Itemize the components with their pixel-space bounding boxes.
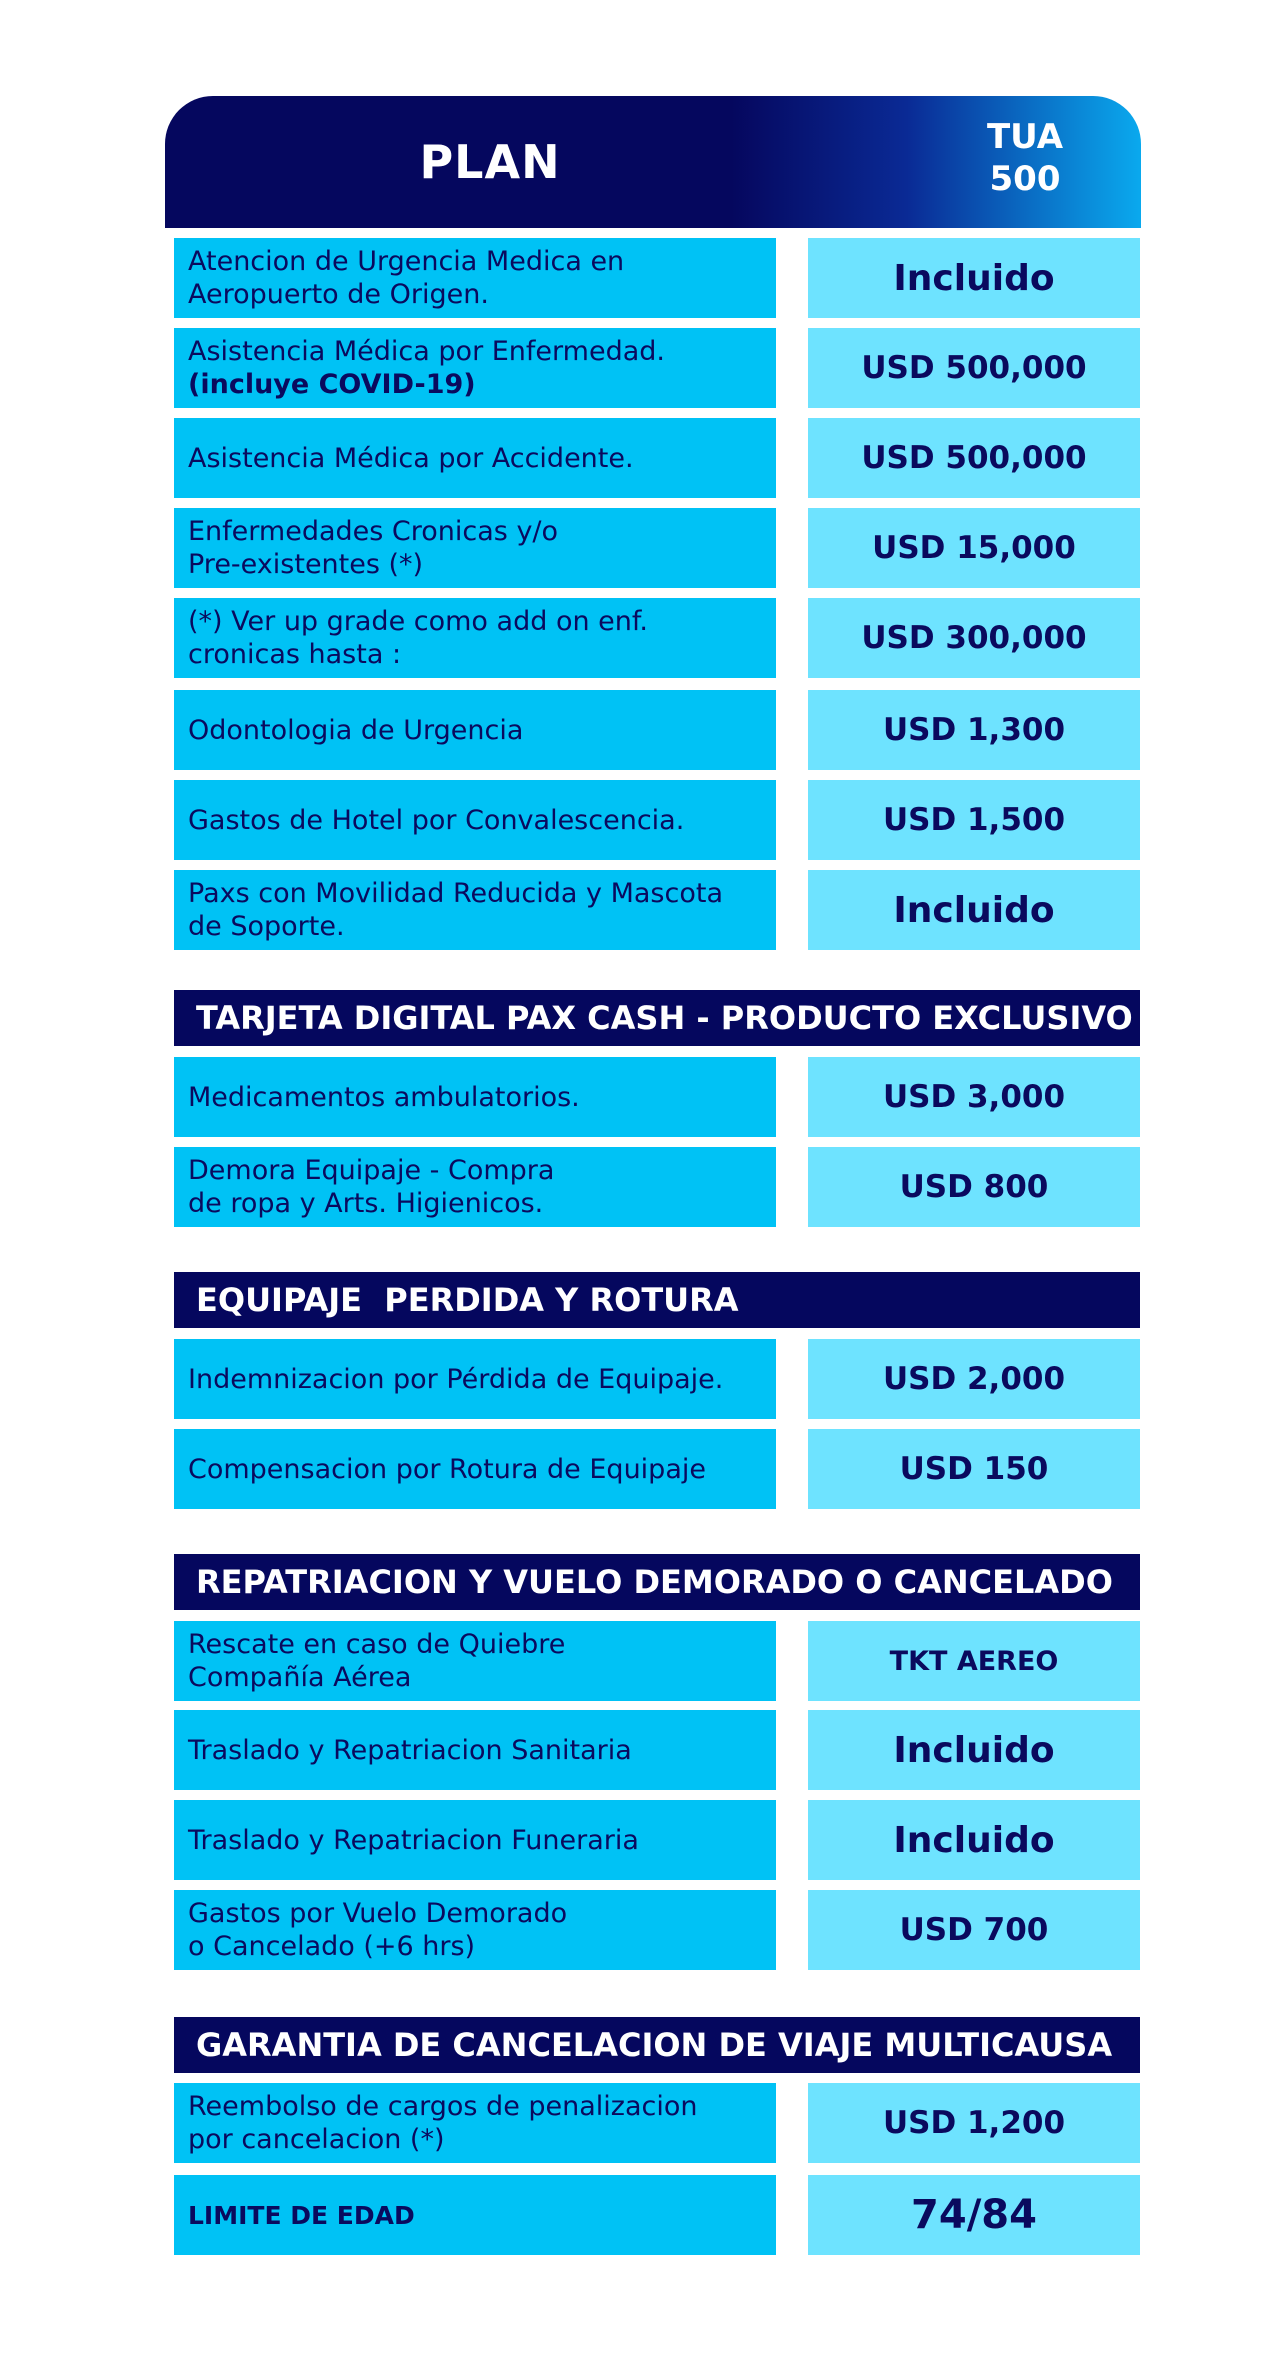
label-line: Traslado y Repatriacion Sanitaria [188,1734,632,1766]
coverage-row [174,2083,1140,2163]
label-line: Traslado y Repatriacion Funeraria [188,1824,639,1856]
coverage-value: USD 800 [808,1147,1140,1227]
coverage-value: USD 500,000 [808,418,1140,498]
label-line: Aeropuerto de Origen. [188,279,489,310]
label-line: Medicamentos ambulatorios. [188,1081,580,1113]
coverage-value: USD 1,200 [808,2083,1140,2163]
label-line: Rescate en caso de Quiebre [188,1629,566,1660]
coverage-label [174,1710,776,1790]
coverage-value: USD 2,000 [808,1339,1140,1419]
coverage-label [174,328,776,408]
coverage-label [174,780,776,860]
coverage-value: USD 15,000 [808,508,1140,588]
coverage-row [174,418,1140,498]
coverage-label [174,870,776,950]
coverage-label [174,598,776,678]
label-line: Pre-existentes (*) [188,549,424,580]
coverage-label [174,1429,776,1509]
label-line: Enfermedades Cronicas y/o [188,516,559,547]
coverage-row [174,1057,1140,1137]
age-limit-row [174,2175,1140,2255]
coverage-label [174,238,776,318]
coverage-label [174,1147,776,1227]
label-line: de ropa y Arts. Higienicos. [188,1188,544,1219]
coverage-label [174,1057,776,1137]
section-header-equipaje: EQUIPAJE PERDIDA Y ROTURA [174,1272,1140,1328]
coverage-row [174,328,1140,408]
label-line: Atencion de Urgencia Medica en [188,246,625,277]
plan-column-line1: TUA [986,117,1064,157]
label-line: Asistencia Médica por Accidente. [188,442,634,474]
label-line: Asistencia Médica por Enfermedad. [188,336,665,367]
plan-column-line2: 500 [989,159,1061,199]
plan-heading: PLAN [419,135,561,189]
coverage-row [174,1429,1140,1509]
age-limit-label [174,2175,776,2255]
coverage-row [174,238,1140,318]
coverage-row [174,1890,1140,1970]
label-line: Paxs con Movilidad Reducida y Mascota [188,878,723,909]
coverage-row [174,508,1140,588]
label-line: Gastos de Hotel por Convalescencia. [188,804,685,836]
coverage-label [174,1800,776,1880]
coverage-row [174,598,1140,678]
coverage-value: USD 300,000 [808,598,1140,678]
coverage-row [174,1147,1140,1227]
coverage-value: USD 1,500 [808,780,1140,860]
coverage-row [174,1621,1140,1701]
coverage-value: Incluido [808,1710,1140,1790]
coverage-label [174,1890,776,1970]
section-header-garantia: GARANTIA DE CANCELACION DE VIAJE MULTICAUSA [174,2017,1140,2073]
label-line: de Soporte. [188,911,345,942]
table-header [165,96,1141,228]
label-line: por cancelacion (*) [188,2124,445,2155]
coverage-value: USD 3,000 [808,1057,1140,1137]
coverage-label [174,1339,776,1419]
coverage-value: USD 150 [808,1429,1140,1509]
coverage-label [174,1621,776,1701]
plan-column-heading [955,116,1095,200]
coverage-value: Incluido [808,870,1140,950]
coverage-row [174,1710,1140,1790]
coverage-value: TKT AEREO [808,1621,1140,1701]
label-line: Reembolso de cargos de penalizacion [188,2091,698,2122]
coverage-label [174,2083,776,2163]
coverage-value: USD 500,000 [808,328,1140,408]
coverage-row [174,1339,1140,1419]
label-line: Indemnizacion por Pérdida de Equipaje. [188,1363,724,1395]
coverage-row [174,870,1140,950]
coverage-value: Incluido [808,1800,1140,1880]
label-line: Gastos por Vuelo Demorado [188,1898,568,1929]
label-line: o Cancelado (+6 hrs) [188,1931,476,1962]
coverage-value: USD 1,300 [808,690,1140,770]
coverage-row [174,690,1140,770]
coverage-row [174,780,1140,860]
section-header-pax-cash: TARJETA DIGITAL PAX CASH - PRODUCTO EXCLUSIVO [174,990,1140,1046]
coverage-label [174,418,776,498]
label-line: Compañía Aérea [188,1662,412,1693]
label-line: (*) Ver up grade como add on enf. [188,606,649,637]
age-limit-value: 74/84 [808,2175,1140,2255]
section-header-repatriacion: REPATRIACION Y VUELO DEMORADO O CANCELADO [174,1554,1140,1610]
coverage-value: Incluido [808,238,1140,318]
label-line: Demora Equipaje - Compra [188,1155,555,1186]
coverage-row [174,1800,1140,1880]
label-line: Compensacion por Rotura de Equipaje [188,1453,706,1485]
coverage-label [174,508,776,588]
coverage-value: USD 700 [808,1890,1140,1970]
label-line-bold: (incluye COVID-19) [188,369,476,400]
label-line: Odontologia de Urgencia [188,714,524,746]
coverage-label [174,690,776,770]
label-line: LIMITE DE EDAD [188,2200,415,2230]
label-line: cronicas hasta : [188,639,402,670]
